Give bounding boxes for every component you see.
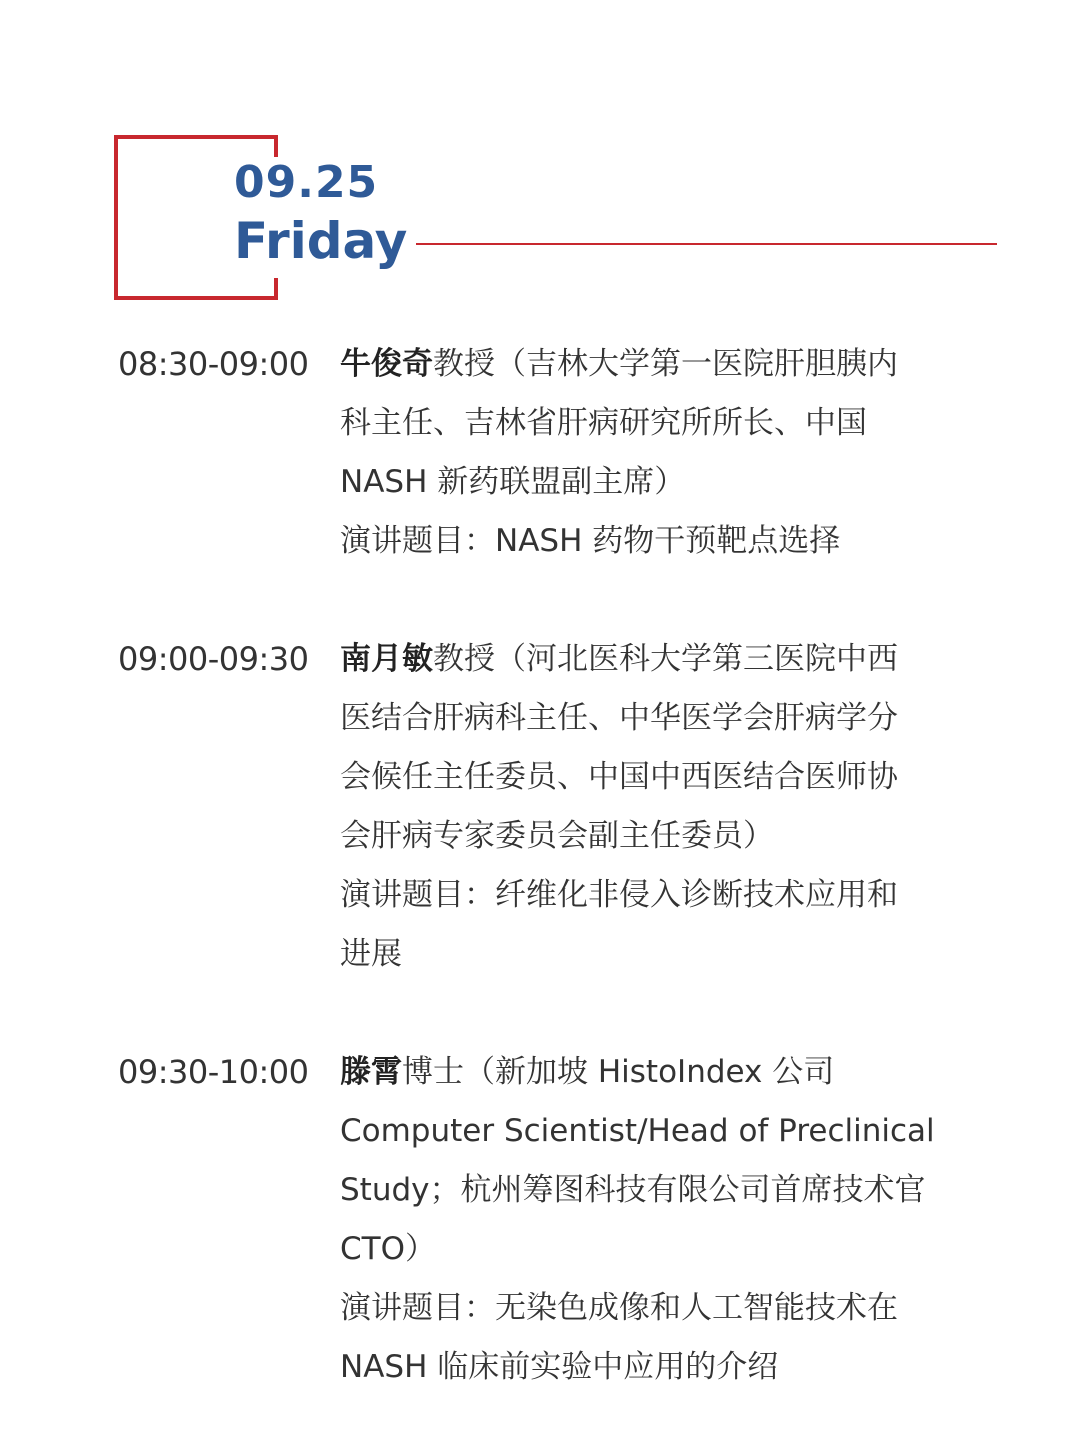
speaker-line — [340, 630, 990, 689]
session-content — [340, 630, 990, 984]
talk-title-cont: NASH 临床前实验中应用的介绍 — [340, 1349, 779, 1385]
session-content — [340, 1043, 990, 1397]
session-time: 08:30-09:00 — [118, 345, 309, 383]
speaker-desc-line: 会肝病专家委员会副主任委员） — [340, 818, 774, 854]
speaker-desc-line: Computer Scientist/Head of Preclinical — [340, 1113, 935, 1149]
speaker-line — [340, 1043, 990, 1102]
speaker-desc: 博士（新加坡 HistoIndex 公司 — [402, 1054, 835, 1090]
speaker-name: 滕霄 — [340, 1054, 402, 1090]
date-weekday: Friday — [234, 212, 408, 270]
speaker-line — [340, 335, 990, 394]
session-content — [340, 335, 990, 571]
header-divider — [416, 243, 997, 245]
speaker-name: 牛俊奇 — [340, 346, 433, 382]
speaker-desc: 教授（吉林大学第一医院肝胆胰内 — [433, 346, 898, 382]
speaker-desc-line: 会候任主任委员、中国中西医结合医师协 — [340, 759, 898, 795]
talk-title: 演讲题目：无染色成像和人工智能技术在 — [340, 1290, 898, 1326]
talk-title: 演讲题目：NASH 药物干预靶点选择 — [340, 523, 841, 559]
speaker-desc-line: 科主任、吉林省肝病研究所所长、中国 — [340, 405, 867, 441]
speaker-desc-line: NASH 新药联盟副主席） — [340, 464, 686, 500]
speaker-desc: 教授（河北医科大学第三医院中西 — [433, 641, 898, 677]
talk-title-cont: 进展 — [340, 936, 402, 972]
speaker-desc-line: Study；杭州筹图科技有限公司首席技术官 — [340, 1172, 926, 1208]
date-number: 09.25 — [234, 157, 379, 208]
session-time: 09:30-10:00 — [118, 1053, 309, 1091]
speaker-desc-line: 医结合肝病科主任、中华医学会肝病学分 — [340, 700, 898, 736]
speaker-desc-line: CTO） — [340, 1231, 436, 1267]
session-time: 09:00-09:30 — [118, 640, 309, 678]
speaker-name: 南月敏 — [340, 641, 433, 677]
talk-title: 演讲题目：纤维化非侵入诊断技术应用和 — [340, 877, 898, 913]
